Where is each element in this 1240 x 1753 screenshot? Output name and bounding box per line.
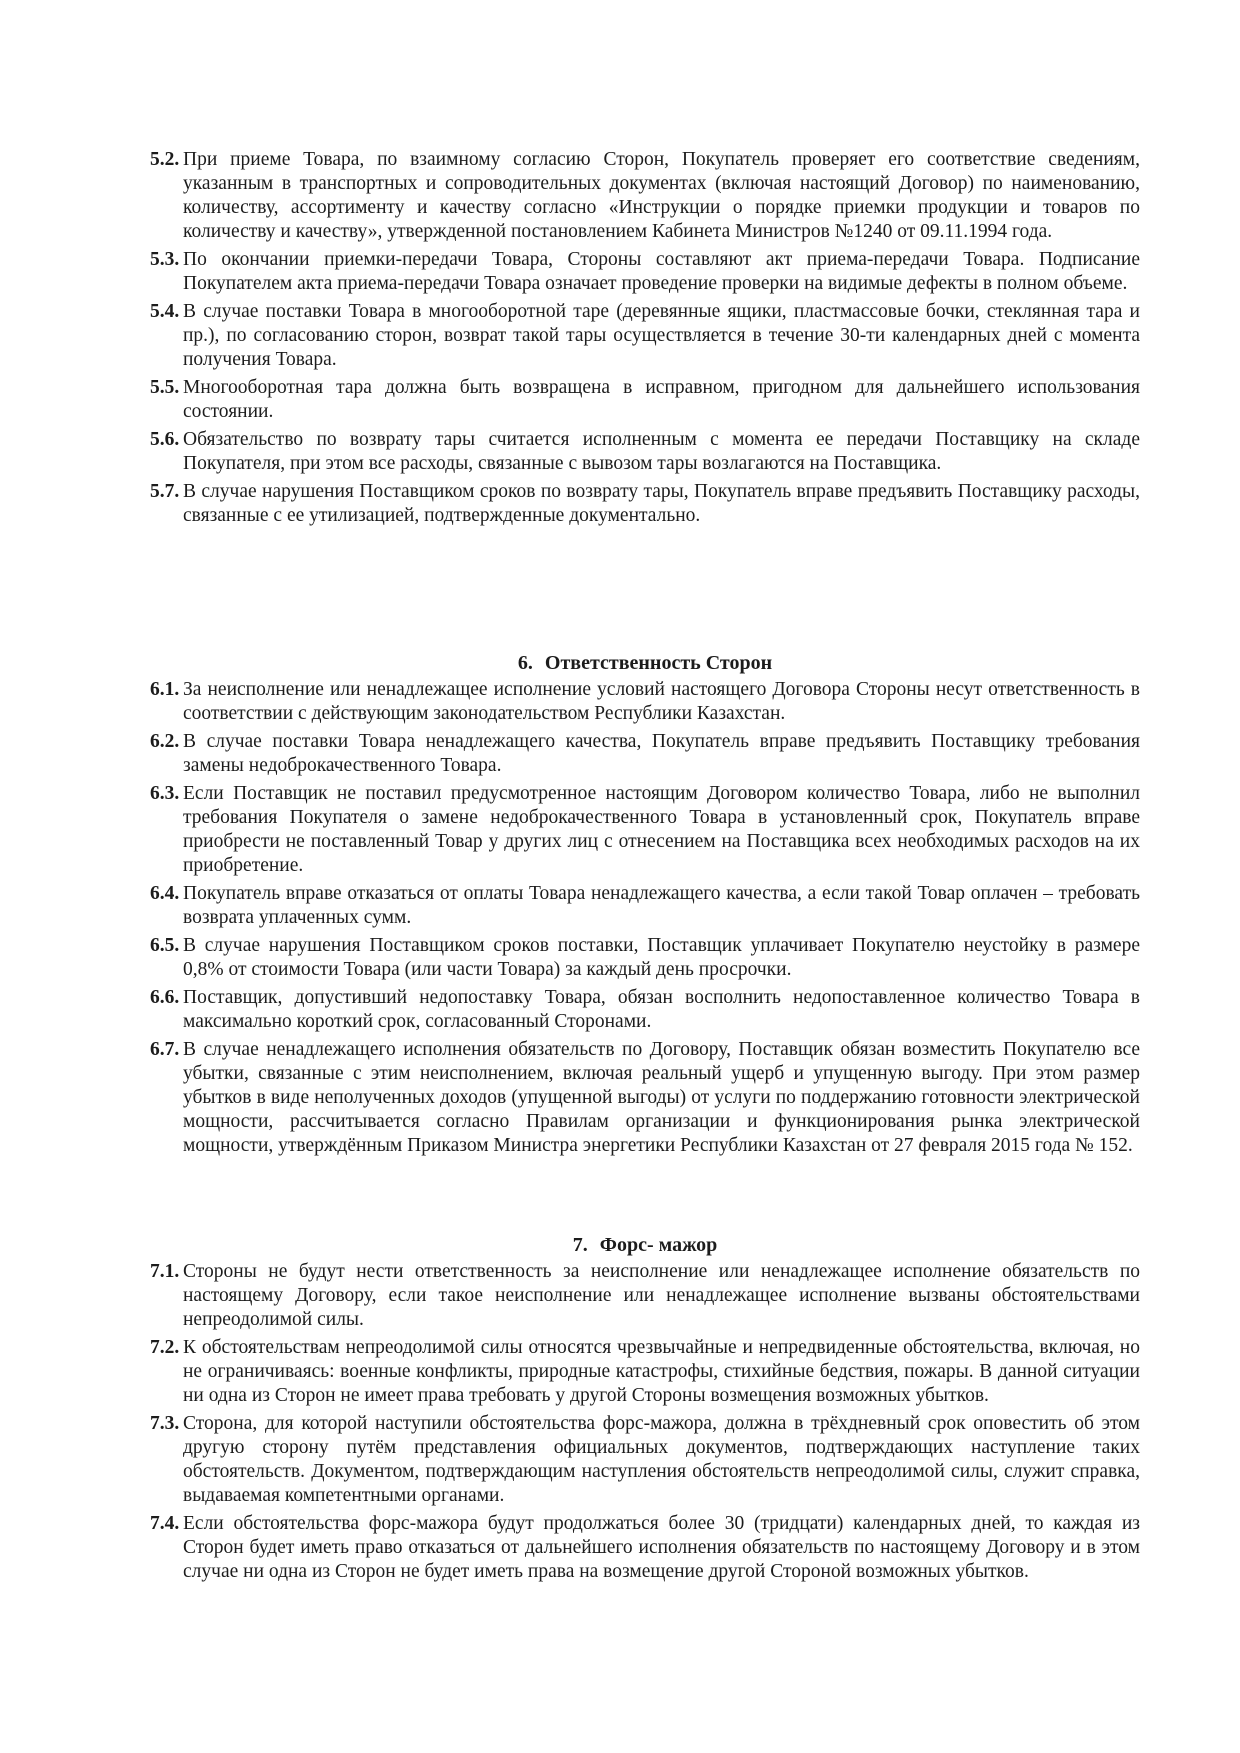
clause-text: Если Поставщик не поставил предусмотренное настоящим Договором количество Товара, либо не выполнил требования Покупателя о замене недоброкачественного Товара в установленный срок, Покупатель вправе приобрести не поставленный Товар у других лиц с отнесением на Поставщика всех необходимых расходов на их приобретение. [183, 783, 1140, 876]
clause-text: В случае нарушения Поставщиком сроков по возврату тары, Покупатель вправе предъявить Поставщику расходы, связанные с ее утилизацией, подтвержденные документально. [183, 481, 1140, 526]
section-number: 6. [517, 652, 533, 674]
clause-number: 7.3. [150, 1413, 180, 1434]
clause-5-4 [150, 300, 1140, 372]
section-6-heading [150, 650, 1140, 676]
clause-number: 7.1. [150, 1261, 180, 1282]
clause-text: Покупатель вправе отказаться от оплаты Товара ненадлежащего качества, а если такой Товар оплачен – требовать возврата уплаченных сумм. [183, 883, 1140, 928]
clause-text: В случае ненадлежащего исполнения обязательств по Договору, Поставщик обязан возместить Покупателю все убытки, связанные с этим неисполнением, включая реальный ущерб и упущенную выгоду. При этом размер убытков в виде неполученных доходов (упущенной выгоды) от услуги по поддержанию готовности электрической мощности, рассчитывается согласно Правилам организации и функционирования рынка электрической мощности, утверждённым Приказом Министра энергетики Республики Казахстан от 27 февраля 2015 года № 152. [183, 1039, 1140, 1156]
clause-6-1 [150, 678, 1140, 726]
clause-number: 6.5. [150, 935, 180, 956]
clause-number: 5.3. [150, 249, 180, 270]
clause-number: 5.4. [150, 301, 180, 322]
section-6 [150, 640, 1140, 1162]
clause-7-3 [150, 1412, 1140, 1508]
clause-7-4 [150, 1512, 1140, 1584]
clause-5-2 [150, 148, 1140, 244]
clause-number: 5.2. [150, 149, 180, 170]
section-7 [150, 1222, 1140, 1588]
clause-number: 6.4. [150, 883, 180, 904]
clause-5-7 [150, 480, 1140, 528]
clause-6-6 [150, 986, 1140, 1034]
clause-5-5 [150, 376, 1140, 424]
clause-text: По окончании приемки-передачи Товара, Стороны составляют акт приема-передачи Товара. Подписание Покупателем акта приема-передачи Товара означает проведение проверки на видимые дефекты в полном объеме. [183, 249, 1140, 294]
clause-number: 6.7. [150, 1039, 180, 1060]
clause-number: 5.7. [150, 481, 180, 502]
clause-text: Стороны не будут нести ответственность за неисполнение или ненадлежащее исполнение обязательств по настоящему Договору, если такое неисполнение или ненадлежащее исполнение вызваны обстоятельствами непреодолимой силы. [183, 1261, 1140, 1330]
section-5 [150, 148, 1140, 532]
clause-6-5 [150, 934, 1140, 982]
clause-text: В случае поставки Товара ненадлежащего качества, Покупатель вправе предъявить Поставщику требования замены недоброкачественного Товара. [183, 731, 1140, 776]
clause-number: 6.1. [150, 679, 180, 700]
section-title: Форс- мажор [599, 1234, 718, 1256]
clause-text: За неисполнение или ненадлежащее исполнение условий настоящего Договора Стороны несут ответственность в соответствии с действующим законодательством Республики Казахстан. [183, 679, 1140, 724]
section-number: 7. [572, 1234, 588, 1256]
clause-7-1 [150, 1260, 1140, 1332]
clause-7-2 [150, 1336, 1140, 1408]
clause-number: 7.2. [150, 1337, 180, 1358]
clause-number: 7.4. [150, 1513, 180, 1534]
clause-5-3 [150, 248, 1140, 296]
section-7-heading [150, 1232, 1140, 1258]
section-title: Ответственность Сторон [544, 652, 773, 674]
clause-text: При приеме Товара, по взаимному согласию Сторон, Покупатель проверяет его соответствие сведениям, указанным в транспортных и сопроводительных документах (включая настоящий Договор) по наименованию, количеству, ассортименту и качеству согласно «Инструкции о порядке приемки продукции и товаров по количеству и качеству», утвержденной постановлением Кабинета Министров №1240 от 09.11.1994 года. [183, 149, 1140, 242]
clause-6-7 [150, 1038, 1140, 1158]
clause-6-3 [150, 782, 1140, 878]
clause-number: 6.2. [150, 731, 180, 752]
clause-number: 5.6. [150, 429, 180, 450]
clause-text: Если обстоятельства форс-мажора будут продолжаться более 30 (тридцати) календарных дней, то каждая из Сторон будет иметь право отказаться от дальнейшего исполнения обязательств по настоящему Договору и в этом случае ни одна из Сторон не будет иметь права на возмещение другой Стороной возможных убытков. [183, 1513, 1140, 1582]
clause-text: В случае поставки Товара в многооборотной таре (деревянные ящики, пластмассовые бочки, стеклянная тара и пр.), по согласованию сторон, возврат такой тары осуществляется в течение 30-ти календарных дней с момента получения Товара. [183, 301, 1140, 370]
clause-text: Обязательство по возврату тары считается исполненным с момента ее передачи Поставщику на складе Покупателя, при этом все расходы, связанные с вывозом тары возлагаются на Поставщика. [183, 429, 1140, 474]
clause-text: Сторона, для которой наступили обстоятельства форс-мажора, должна в трёхдневный срок оповестить об этом другую сторону путём представления официальных документов, подтверждающих наступление таких обстоятельств. Документом, подтверждающим наступления обстоятельств непреодолимой силы, служит справка, выдаваемая компетентными органами. [183, 1413, 1140, 1506]
clause-6-2 [150, 730, 1140, 778]
clause-text: Многооборотная тара должна быть возвращена в исправном, пригодном для дальнейшего использования состоянии. [183, 377, 1140, 422]
clause-text: К обстоятельствам непреодолимой силы относятся чрезвычайные и непредвиденные обстоятельства, включая, но не ограничиваясь: военные конфликты, природные катастрофы, стихийные бедствия, пожары. В данной ситуации ни одна из Сторон не имеет права требовать у другой Стороны возмещения возможных убытков. [183, 1337, 1140, 1406]
clause-number: 6.3. [150, 783, 180, 804]
clause-number: 5.5. [150, 377, 180, 398]
clause-5-6 [150, 428, 1140, 476]
clause-6-4 [150, 882, 1140, 930]
clause-text: Поставщик, допустивший недопоставку Товара, обязан восполнить недопоставленное количество Товара в максимально короткий срок, согласованный Сторонами. [183, 987, 1140, 1032]
clause-number: 6.6. [150, 987, 180, 1008]
clause-text: В случае нарушения Поставщиком сроков поставки, Поставщик уплачивает Покупателю неустойку в размере 0,8% от стоимости Товара (или части Товара) за каждый день просрочки. [183, 935, 1140, 980]
